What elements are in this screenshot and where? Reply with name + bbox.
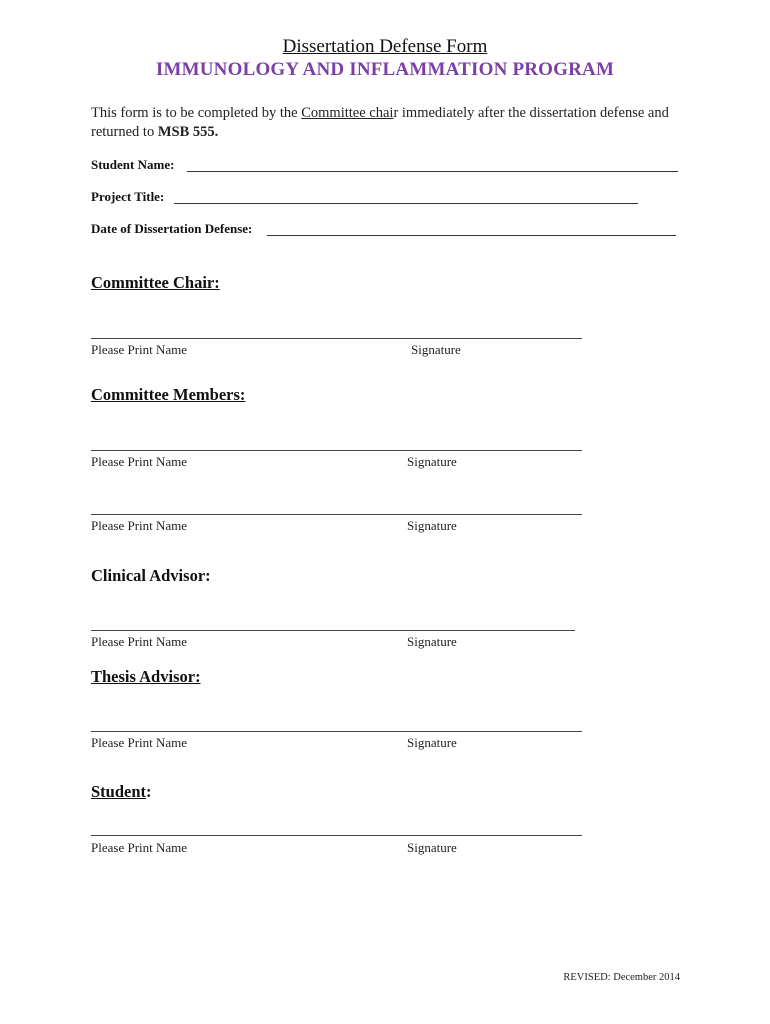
committee-member-1-signature-line[interactable] — [91, 450, 582, 451]
clinical-advisor-signature-line[interactable] — [91, 630, 575, 631]
student-signature-line[interactable] — [91, 835, 582, 836]
defense-date-field[interactable] — [267, 235, 676, 236]
committee-chair-print-name-label: Please Print Name — [91, 342, 188, 357]
revision-note: REVISED: December 2014 — [563, 972, 680, 983]
student-name-field[interactable] — [187, 171, 678, 172]
instructions-underlined: Committee chai — [301, 105, 394, 121]
committee-member-1-print-name-label: Please Print Name — [91, 454, 188, 469]
program-name: IMMUNOLOGY AND INFLAMMATION PROGRAM — [155, 59, 615, 80]
student-heading-text: Student — [91, 782, 147, 801]
student-name-label: Student Name: — [91, 157, 175, 172]
thesis-advisor-signature-label: Signature — [407, 735, 457, 750]
project-title-label: Project Title: — [91, 189, 165, 204]
instructions — [91, 104, 691, 142]
clinical-advisor-heading: Clinical Advisor: — [91, 566, 211, 585]
committee-member-1-signature-label: Signature — [407, 454, 457, 469]
thesis-advisor-print-name-label: Please Print Name — [91, 735, 188, 750]
student-heading — [91, 782, 152, 802]
committee-member-2-signature-line[interactable] — [91, 514, 582, 515]
student-signature-label: Signature — [407, 840, 457, 855]
return-location: MSB 555. — [157, 124, 219, 140]
committee-chair-signature-line[interactable] — [91, 338, 582, 339]
clinical-advisor-signature-label: Signature — [407, 634, 457, 649]
instructions-text-2: r immediately after the dissertation defense and returned to — [91, 105, 669, 140]
project-title-field[interactable] — [174, 203, 638, 204]
defense-date-label: Date of Dissertation Defense: — [91, 221, 253, 236]
committee-member-2-signature-label: Signature — [407, 518, 457, 533]
clinical-advisor-print-name-label: Please Print Name — [91, 634, 188, 649]
page-title: Dissertation Defense Form — [282, 36, 488, 57]
student-heading-colon: : — [146, 782, 152, 801]
committee-chair-heading: Committee Chair: — [91, 273, 220, 292]
committee-chair-signature-label: Signature — [411, 342, 461, 357]
thesis-advisor-signature-line[interactable] — [91, 731, 582, 732]
thesis-advisor-heading: Thesis Advisor: — [91, 667, 201, 686]
committee-member-2-print-name-label: Please Print Name — [91, 518, 188, 533]
student-print-name-label: Please Print Name — [91, 840, 188, 855]
instructions-text-1: This form is to be completed by the — [91, 105, 302, 121]
committee-members-heading: Committee Members: — [91, 385, 246, 404]
